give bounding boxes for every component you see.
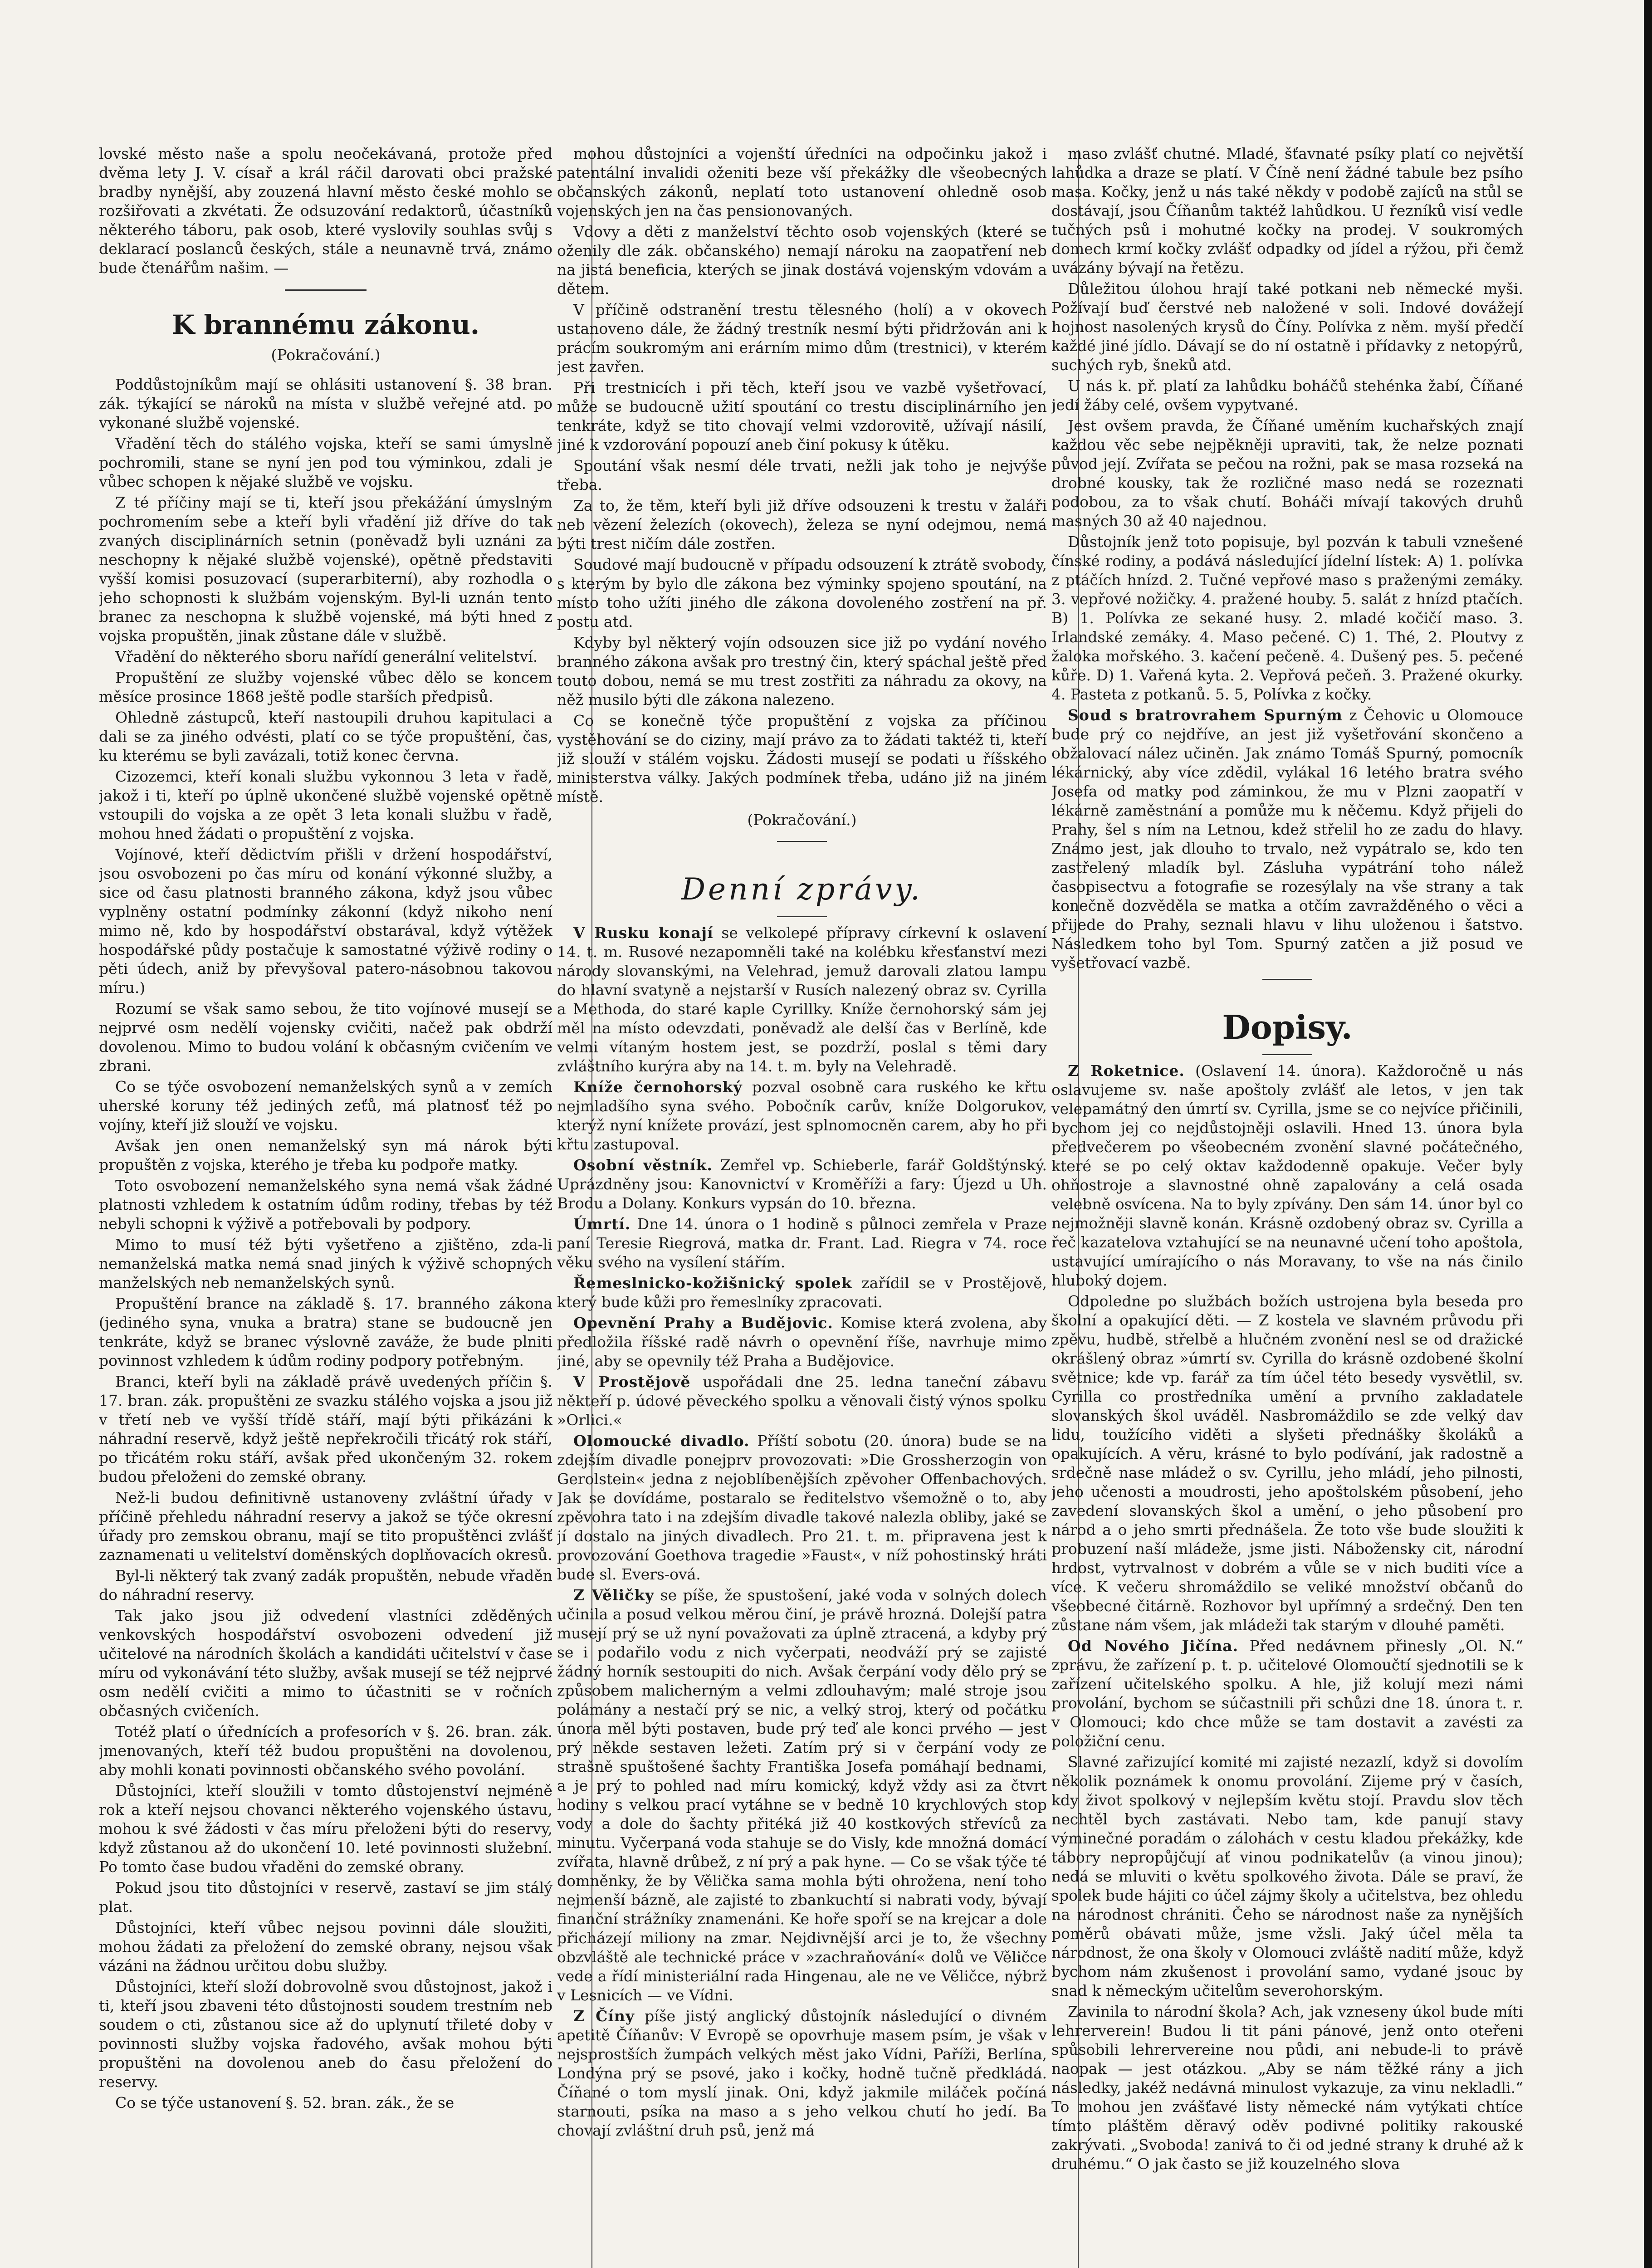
paragraph: Byl-li některý tak zvaný zadák propuštěn, nebude vřaděn do náhradní reservy. xyxy=(99,1567,552,1603)
news-item xyxy=(557,1314,1047,1371)
section-heading-letters: Dopisy. xyxy=(1222,1008,1353,1046)
letter-item xyxy=(1051,2002,1523,2174)
paragraph: Tak jako jsou již odvedení vlastníci zděděných venkovských hospodářství osvobozeni odvedení již učitelové na národních školách a kandidáti učitelství v čase míru od vykonávání této služby, avšak musejí se též nejprvé osm nedělí cvičiti a mimo to účastniti se v ročních občasných cvičeních. xyxy=(99,1607,552,1720)
news-item xyxy=(557,1373,1047,1430)
news-item xyxy=(1051,706,1523,973)
news-text: z Čehovic u Olomouce bude prý co nejdříve, an jest již vyšetřování skončeno a obžalovací nález učiněn. Jak známo Tomáš Spurný, pomocník lékárnický, aby více zdědil, vylákal 16 letého bratra svého Josefa od matky pod záminkou, že mu v Plzni zaopatří v lékárně zaměstnání a pomůže mu k něčemu. Když přijeli do Prahy, šel s ním na Letnou, kdež střelil ho ze zadu do hlavy. Známo jest, jak dlouho to trvalo, než vypátralo se, kdo ten zastřelený mladík byl. Zásluha vypátrání toho nálež časopisectvu a fotografie se rozesýlaly na vše strany a tak konečně dozvěděla se matka a otčím zavražděného o věci a přijede do Prahy, seznali hlavu v lihu uloženou i šatstvo. Následkem toho byl Tom. Spurný zatčen a již posud ve vyšetřovací vazbě. xyxy=(1051,706,1523,972)
letter-item xyxy=(1051,1061,1523,1290)
item-text: píše jistý anglický důstojník následující o divném apetitě Číňanův: V Evropě se opovrhuje masem psím, je však v nejsprostších žumpách velkých měst jako Vídni, Paříži, Berlína, Londýna prý se psové, jako i kočky, hodně tučně předkládá. Číňané o tom myslí jinak. Oni, když jakmile miláček počíná starnouti, psíka na maso a s jeho velkou chutí ho jedí. Ba chovají zvláštní druh psů, jenž má xyxy=(557,2007,1047,2139)
paragraph: Propuštění brance na základě §. 17. branného zákona (jediného syna, vnuka a bratra) stane se budoucně jen tenkráte, když se branec výslovně zaváže, že bude plniti povinnost vzhledem k údům rodiny podpory potřebným. xyxy=(99,1295,552,1369)
paragraph: Důstojník jenž toto popisuje, byl pozván k tabuli vznešené čínské rodiny, a podává následující jídelní lístek: A) 1. polívka z ptáčích hnízd. 2. Tučné vepřové maso s praženými zemáky. 3. vepřové nožičky. 4. pražené houby. 5. salát z hnízd ptačích. B) 1. Polívka ze sekané husy. 2. mladé kočičí maso. 3. Irlandské zemáky. 4. Maso pečené. C) 1. Thé, 2. Ploutvy z žaloka mořského. 3. kačení pečeně. 4. Dušený pes. 5. pečené kůře. D) 1. Vařená kyta. 2. Vepřová pečeň. 3. Pražené okurky. 4. Pasteta z potkanů. 5. 5, Polívka z kočky. xyxy=(1051,533,1523,703)
letter-item xyxy=(1051,1753,1523,2000)
news-item xyxy=(557,2007,1047,2140)
item-text: pozval osobně cara ruského ke křtu nejmladšího syna svého. Pobočník carův, kníže Dolgorukov, kterýž nyní knížete provází, jest splnomocněn carem, aby ho při křtu zastupoval. xyxy=(557,1078,1047,1153)
article-body xyxy=(1051,144,1523,704)
item-text: Dne 14. února o 1 hodině s půlnoci zemřela v Praze paní Teresie Riegrová, matka dr. Frant. Lad. Riegra v 74. roce věku svého na vysílení stářím. xyxy=(557,1215,1047,1271)
paragraph: U nás k. př. platí za lahůdku boháčů stehénka žabí, Číňané jedí žáby celé, ovšem vypytvané. xyxy=(1051,377,1523,414)
paragraph: Poddůstojníkům mají se ohlásiti ustanovení §. 38 bran. zák. týkající se nároků na místa v službě veřejné atd. po vykonané službě vojenské. xyxy=(99,376,552,431)
news-item xyxy=(557,1432,1047,1584)
paragraph: Než-li budou definitivně ustanoveny zvláštní úřady v příčině přehledu náhradní reservy a jakož se týče okresní úřady pro zemskou obranu, mají se tito propuštěnci zvlášť zaznamenati u velitelství doměnských doplňovacích okresů. xyxy=(99,1489,552,1564)
column-left xyxy=(99,144,552,2268)
paragraph: Za to, že těm, kteří byli již dříve odsouzeni k trestu v žaláři neb vězení železích (okovech), železa se nyní odejmou, nemá býti trest ničím dále zostřen. xyxy=(557,497,1047,552)
item-text: uspořádali dne 25. ledna taneční zábavu někteří p. údové pěveckého spolku a věnovali čistý výnos spolku »Orlici.« xyxy=(557,1373,1047,1429)
section-heading-news: Denní zprávy. xyxy=(681,872,923,907)
item-lead: Z Roketnice. xyxy=(1068,1062,1185,1080)
article-subhead: (Pokračování.) xyxy=(271,346,381,364)
page-edge xyxy=(1644,0,1652,2268)
paragraph: Toto osvobození nemanželského syna nemá však žádné platnosti vzhledem k ostatním údům rodiny, třebas by též nebyli schopni k výživě a potřebovali by podpory. xyxy=(99,1177,552,1232)
paragraph: Z té příčiny mají se ti, kteří jsou překážání úmyslným pochromením sebe a kteří byli vřadění již dříve do tak zvaných disciplinárních setnin (poněvadž byli uznáni za neschopny k nějaké službě vojenské), opětně představiti vyšší komisi posuzovací (superarbiterní), aby rozhodla o jeho schopnosti k službám vojenským. Byl-li uznán tento branec za neschopna k službě vojenské, má býti hned z vojska propuštěn, jinak zůstane dále v službě. xyxy=(99,494,552,645)
news-item xyxy=(557,1078,1047,1154)
column-right xyxy=(1051,144,1523,2268)
paragraph: Důležitou úlohou hrají také potkani neb německé myši. Požívají buď čerstvé neb naložené v soli. Indové dovážejí hojnost nasolených krysů do Číny. Polívka z něm. myší předčí každé jiné jídlo. Dávají se do ní ostatně i přídavky z netopýrů, suchých ryb, šneků atd. xyxy=(1051,280,1523,374)
item-text: Před nedávnem přinesly „Ol. N.“ zprávu, že zařízení p. t. p. učitelové Olomoučtí sjednotili se k zařízení učitelského spolku. A hle, již kolují mezi námi provolání, bychom se súčastnili při schůzi dne 18. února t. r. v Olomouci; kdo chce může se tam dostavit a zavésti za položiční cenu. xyxy=(1051,1637,1523,1750)
item-lead: Osobní věstník. xyxy=(573,1156,713,1174)
paragraph: Mimo to musí též býti vyšetřeno a zjištěno, zda-li nemanželská matka nemá snad jiných k výživě schopných manželských neb nemanželských synů. xyxy=(99,1236,552,1291)
paragraph: Vřadění těch do stálého vojska, kteří se sami úmyslně pochromili, stane se nyní jen pod tou výminkou, zdali je vůbec schopen k nějaké službě ve vojsku. xyxy=(99,435,552,490)
letter-item xyxy=(1051,1292,1523,1635)
news-lead: Soud s bratrovrahem Spurným xyxy=(1068,706,1343,724)
paragraph: Důstojníci, kteří složí dobrovolně svou důstojnost, jakož i ti, kteří jsou zbaveni této důstojnosti soudem trestním neb soudem o cti, zůstanou sice až do uplynutí třileté doby v povinnosti služby vojska řadového, avšak mohou býti propuštěni na dovolenou aneb do času přeložení do reservy. xyxy=(99,1978,552,2091)
paragraph: Avšak jen onen nemanželský syn má nárok býti propuštěn z vojska, kterého je třeba ku podpoře matky. xyxy=(99,1137,552,1173)
paragraph: Branci, kteří byli na základě právě uvedených příčin §. 17. bran. zák. propuštěni ze svazku stálého vojska a jsou již v třetí neb ve vyšší třídě stáří, mají býti přikázáni k náhradní reservě, když ještě nepřekročili třicátý rok stáří, po třicátém roku stáří, avšak před ukončeným 32. rokem budou přeloženi do zemské obrany. xyxy=(99,1373,552,1486)
paragraph: Při trestnicích i při těch, kteří jsou ve vazbě vyšetřovací, může se budoucně užití spoutání co trestu disciplinárního jen tenkráte, když se tito chovají velmi vzdorovitě, užívají násilí, jiné k vzdorování popouzí aneb činí pokusy k útěku. xyxy=(557,379,1047,454)
article-heading: K brannému zákonu. xyxy=(171,309,480,340)
item-text: Odpoledne po službách božích ustrojena byla beseda pro školní a opakující děti. — Z kostela ve slavném průvodu při zpěvu, hudbě, střelbě a hlučném zvonění nesl se od dražické okrášlený obraz »úmrtí sv. Cyrilla do krásně ozdobené školní světnice; kde vp. farář za tím účel této besedy vysvětlil, sv. Cyrilla co prostředníka umění a prvního zakladatele slovanských škol uváděl. Nasbromáždilo se zde velký dav lidu, toužícího viděti a slyšeti přednášky školáků a opakujících. A věru, krásné to bylo podívání, jak radostně a srdečně nase mládež o sv. Cyrillu, jeho mládí, jeho pilnosti, jeho učenosti a moudrosti, jeho apoštolském působení, jeho zavedení slovanských škol a umění, o jeho působení pro národ a o jeho smrti přednášela. Že toto vše bude sloužiti k probuzení naší mládeže, jsme jisti. Nábožensky cit, národní hrdost, vytrvalnost v dobrém a vůle se v nich buditi více a více. K večeru shromáždilo se veliké množství občanů do všeobecné čitárně. Rozhovor byl upřímný a srdečný. Den ten zůstane nám všem, jak mládeži tak starým v dlouhé paměti. xyxy=(1051,1292,1523,1634)
letters-list xyxy=(1051,1061,1523,2174)
item-text: se velkolepé přípravy církevní k oslavení 14. t. m. Rusové nezapomněli také na kolébku křesťanství mezi národy slovanskými, na Velehrad, jemuž darovali zlatou lampu do hlavní svatyně a nejstarší v Rusích nalezený obraz sv. Cyrilla a Methoda, do staré kaple Cyrillky. Kníže černohorský sám jej měl na místo odevzdati, poněvadž ale delší čas v Berlíně, kde velmi vítaným hostem jest, se pozdrží, poslal s těmi dary zvláštního kurýra aby na 14. t. m. byly na Velehradě. xyxy=(557,924,1047,1075)
paragraph: Důstojníci, kteří vůbec nejsou povinni dále sloužiti, mohou žádati za přeložení do zemské obrany, nejsou však vázáni na žádnou určitou dobu služby. xyxy=(99,1919,552,1975)
article-continuation: lovské město naše a spolu neočekávaná, protože před dvěma lety J. V. císař a král ráčil darovati obci pražské bradby nynější, aby zouzená hlavní město české mohlo se rozšiřovati a zkvétati. Že odsuzování redaktorů, účastníků některého táboru, pak osob, které vyslovily souhlas svůj s deklarací poslanců českých, stále a neunavně trvá, známo bude čtenářům našim. — xyxy=(99,145,552,277)
item-text: zařídil se v Prostějově, který bude kůži pro řemeslníky zpracovati. xyxy=(557,1274,1047,1311)
item-text: Příští sobotu (20. února) bude se na zdejším divadle ponejprv provozovati: »Die Grossherzogin von Gerolstein« jedna z nejoblíbenějších zpěvoher Offenbachových. Jak se dovídáme, postaralo se ředitelstvo všemožně o to, aby zpěvohra tato i na zdejším divadle takové nalezla obliby, jaké se jí dostalo na jiných divadlech. Pro 21. t. m. připravena jest k provozování Goethova tragedie »Faust«, v níž pohostinský hráti bude sl. Evers-ová. xyxy=(557,1432,1047,1583)
item-text: (Oslavení 14. února). Každoročně u nás oslavujeme sv. naše apoštoly zvlášť ale letos, v jen tak velepamátný den úmrtí sv. Cyrilla, jsme se co nejvíce přičinili, bychom jej co nejdůstojněji oslavili. Hned 13. února byla předvečerem po všeobecném zvonění slavné počátečného, které se po celý oktav každodenně opakuje. Večer byly ohňostroje a slavnostné ohně zapalovány a celá osada velebně osvícena. Na to byly zpívány. Den sám 14. únor byl co nejmožněji slavně konán. Krásně ozdobený obraz sv. Cyrilla a řeč kazatelova vztahující se na neunavné učení toho apoštola, ustavující umírajícího o nás Moravany, to vše na nás činilo hluboký dojem. xyxy=(1051,1062,1523,1289)
paragraph: maso zvlášť chutné. Mladé, šťavnaté psíky platí co největší lahůdka a draze se platí. V Číně není žádné tabule bez psího masa. Kočky, jenž u nás také někdy v podobě zajíců na stůl se dostávají, jsou Číňanům taktéž lahůdkou. U řezníků visí vedle tučných psů i mohutné kočky na prodej. V soukromých domech krmí kočky zvlášť odpadky od jídel a rýžou, při čemž uvázány bývají na řetězu. xyxy=(1051,145,1523,277)
item-lead: V Rusku konají xyxy=(573,924,714,942)
item-lead: Úmrtí. xyxy=(573,1215,631,1233)
section-rule xyxy=(777,841,827,842)
paragraph: Kdyby byl některý vojín odsouzen sice již po vydání nového branného zákona avšak pro trestný čin, který spáchal ještě před touto dobou, nemá se mu trest zostřiti za náhradu za okovy, na něž musilo býti dle zákona nalezeno. xyxy=(557,634,1047,709)
item-lead: Řemeslnicko-kožišnický spolek xyxy=(573,1274,852,1292)
paragraph: Spoutání však nesmí déle trvati, nežli jak toho je nejvýše třeba. xyxy=(557,457,1047,494)
item-lead: Z Věličky xyxy=(573,1586,655,1604)
paragraph: Rozumí se však samo sebou, že tito vojínové musejí se nejprvé osm nedělí vojensky cvičiti, načež pak obdrží dovolenou. Mimo to budou volání k občasným cvičením ve zbrani. xyxy=(99,1000,552,1075)
item-lead: Kníže černohorský xyxy=(573,1078,743,1096)
news-item xyxy=(557,1274,1047,1312)
item-lead: Z Číny xyxy=(573,2007,635,2025)
column-middle xyxy=(557,144,1047,2268)
item-text: se píše, že spustošení, jaké voda v solných dolech učinila a posud velkou měrou činí, je právě hrozná. Dolejší patra musejí prý se už nyní považovati za úplně ztracená, a kdyby prý se i podařilo vodu z nich vyčerpati, neodváží prý se zajisté žádný horník sestoupiti do nich. Avšak čerpání vody dělo prý se způsobem malicherným a velmi zdlouhavým; malé stroje jsou polámány a nestačí prý se nic, a velký stroj, který od počátku února měl býti postaven, bude prý teď ale konci prvého — jest prý někde sestaven ležeti. Zatím prý si v čerpání vody ze strašně spuštošené šachty Františka Josefa pomáhají bednami, a je prý to pohled nad míru komický, když vždy asi za čtvrt hodiny s velkou prací vytáhne se v bedně 10 krychlových stop vody a dole do šachty přitéká již 40 kostkových střevíců za minutu. Vyčerpaná voda stahuje se do Visly, kde množná domácí zvířata, hlavně drůbež, z ní prý a pak hyne. — Co se však týče té domněnky, že by Vělička sama mohla býti ohrožena, není toho nejmenší bázně, ale zajisté to zbankuchtí si nabrati vody, bývají finanční strážníky znamenáni. Ke hoře spoří se na krejcar a dole přicházejí miliony na zmar. Nejdivnější arci je to, že všechny obzvláště ale technické práce v »zachraňování« dolů ve Věličce vede a řídí ministeriální rada Hingenau, ale ne ve Věličce, nýbrž v Lesnicích — ve Vídni. xyxy=(557,1586,1047,2004)
news-item xyxy=(557,1215,1047,1272)
newspaper-page xyxy=(99,144,1523,2268)
section-rule xyxy=(285,289,367,291)
paragraph: Vojínové, kteří dědictvím přišli v držení hospodářství, jsou osvobozeni po čas míru od konání výkonné služby, a sice od času platnosti branného zákona, když jsou vůbec vyplněny ostatní podmínky zákonní (když nikoho není mimo ně, kdo by hospodářství obstarával, když výtěžek hospodářské půdy postačuje k samostatné výživě rodiny o pěti údech, aniž by převyšoval patero-násobnou takovou míru.) xyxy=(99,846,552,997)
paragraph: Propuštění ze služby vojenské vůbec dělo se koncem měsíce prosince 1868 ještě podle starších předpisů. xyxy=(99,669,552,705)
paragraph: Cizozemci, kteří konali službu vykonnou 3 leta v řadě, jakož i ti, kteří po úplně ukončené službě vojenské opětně vstoupili do vojska a ze opět 3 leta konali službu v řadě, mohou hned žádati o propuštění z vojska. xyxy=(99,767,552,842)
paragraph: Pokud jsou tito důstojníci v reservě, zastaví se jim stálý plat. xyxy=(99,1879,552,1916)
news-list xyxy=(557,924,1047,2140)
item-text: Komise která zvolena, aby předložila říšské radě návrh o opevnění říše, navrhuje mimo jiné, aby se opevnily též Praha a Budějovice. xyxy=(557,1314,1047,1370)
letter-item xyxy=(1051,1637,1523,1751)
item-text: Slavné zařizující komité mi zajisté nezazlí, když si dovolím několik poznámek k onomu provolání. Zijeme prý v časích, kdy život spolkový v nejlepším květu stojí. Pravdu slov těch nechtěl bych zastávati. Nebo tam, kde panují stavy výminečné poradám o zálohách v cestu kladou překážky, kde tábory nepropůjčují ať vinou podnikatelův (a vinou jinou); nedá se mluviti o květu spolkového života. Dále se praví, že spolek bude hájiti co účel zájmy školy a učitelstva, bez ohledu na národnost chrániti. Čeho se národnost naše za nynějších poměrů obávati může, jsme vžsli. Jaký účel měla ta národnost, že ona školy v Olomouci zvláště nadití může, když bychom nám zkušenost i provolání samo, vydané jsouc by snad k německým učitelům severohorským. xyxy=(1051,1753,1523,1999)
paragraph: Co se týče ustanovení §. 52. bran. zák., že se xyxy=(115,2094,455,2112)
article-body xyxy=(99,375,552,2112)
paragraph: Co se konečně týče propuštění z vojska za příčinou vystěhování se do ciziny, mají právo za to žádati taktéž ti, kteří již slouží v stálém vojsku. Žádosti musejí se podati u říšského ministerstva války. Jakých podmínek třeba, udáno již na jiném místě. xyxy=(557,712,1047,806)
section-rule xyxy=(1262,1054,1312,1055)
continuation-note: (Pokračování.) xyxy=(747,811,857,829)
item-lead: Od Nového Jičína. xyxy=(1068,1637,1239,1655)
section-rule xyxy=(777,916,827,917)
item-text: Zavinila to národní škola? Ach, jak vzneseny úkol bude míti lehrerverein! Budou li tit páni pánové, jenž onto oteřeni spůsobili lehrervereine nou půdi, ani nebude-li to právě naopak — jest otázkou. „Aby se nám těžké rány a jich následky, jakéž nedávná minulost vykazuje, za vinu nekladli.“ To mohou jen zvášťavé listy německé nám vytýkati chtíce tímto pláštěm děravý oděv podivné politiky rakouské zakrývati. „Svoboda! zanivá to či od jedné strany k druhé až k druhému.“ O jak často se již kouzelného slova xyxy=(1051,2003,1523,2173)
news-item xyxy=(557,1586,1047,2005)
section-rule xyxy=(1262,979,1312,980)
item-text: Zemřel vp. Schieberle, farář Goldštýnský. Uprázdněny jsou: Kanovnictví v Kroměříži a fary: Újezd u Uh. Brodu a Dolany. Konkurs vypsán do 10. března. xyxy=(557,1156,1047,1212)
item-lead: Olomoucké divadlo. xyxy=(573,1432,750,1450)
paragraph: Vřadění do některého sboru nařídí generální velitelství. xyxy=(115,648,538,665)
paragraph: Ohledně zástupců, kteří nastoupili druhou kapitulaci a dali se za jiného odvésti, platí co se týče propuštění, čas, ku kterému se byli zavázali, totiž konec června. xyxy=(99,709,552,764)
paragraph: Soudové mají budoucně v případu odsouzení k ztrátě svobody, s kterým by bylo dle zákona bez výminky spojeno spoutání, na místo toho užíti jiného dle zákona dovoleného zostření na př. postu atd. xyxy=(557,556,1047,631)
paragraph: mohou důstojníci a vojenští úředníci na odpočinku jakož i patentální invalidi oženiti beze vší překážky dle všeobecných občanských zákonů, neplatí toto ustanovení ohledně osob vojenských jen na čas pensionovaných. xyxy=(557,145,1047,220)
paragraph: V příčině odstranění trestu tělesného (holí) a v okovech ustanoveno dále, že žádný trestník nesmí býti přidržován ani k prácím soukromým ani erárním mimo dům (trestnici), v kterém jest zavřen. xyxy=(557,301,1047,376)
item-lead: V Prostějově xyxy=(573,1373,691,1391)
news-item xyxy=(557,1156,1047,1213)
paragraph: Vdovy a děti z manželství těchto osob vojenských (které se oženily dle zák. občanského) nemají nároku na zaopatření neb na jistá beneficia, kterých se jinak dostává vojenským vdovám a dětem. xyxy=(557,223,1047,298)
paragraph: Co se týče osvobození nemanželských synů a v zemích uherské koruny též jediných zeťů, má platnosť též po vojíny, kteří již slouží ve vojsku. xyxy=(99,1078,552,1134)
paragraph: Důstojníci, kteří sloužili v tomto důstojenství nejméně rok a kteří nejsou chovanci některého vojenského ústavu, mohou k své žádosti v čas míru přeloženi býti do reservy, když zůstanou až do ukončení 10. leté povinnosti služební. Po tomto čase budou vřaděni do zemské obrany. xyxy=(99,1782,552,1876)
article-body xyxy=(557,144,1047,807)
news-item xyxy=(557,924,1047,1076)
item-lead: Opevnění Prahy a Budějovic. xyxy=(573,1314,833,1332)
paragraph: Jest ovšem pravda, že Číňané uměním kuchařských znají každou věc sebe nejpěkněji upraviti, tak, že nelze poznati původ její. Zvířata se pečou na rožni, pak se masa rozseká na drobné kousky, tak že rozličné maso nedá se rozeznati podobou, za to však chutí. Boháči mívají takových druhů masných 30 až 40 najednou. xyxy=(1051,417,1523,530)
paragraph: Totéž platí o úřednících a profesorích v §. 26. bran. zák. jmenovaných, kteří též budou propuštěni na dovolenou, aby mohli konati povinnosti občanského svého povolání. xyxy=(99,1723,552,1779)
